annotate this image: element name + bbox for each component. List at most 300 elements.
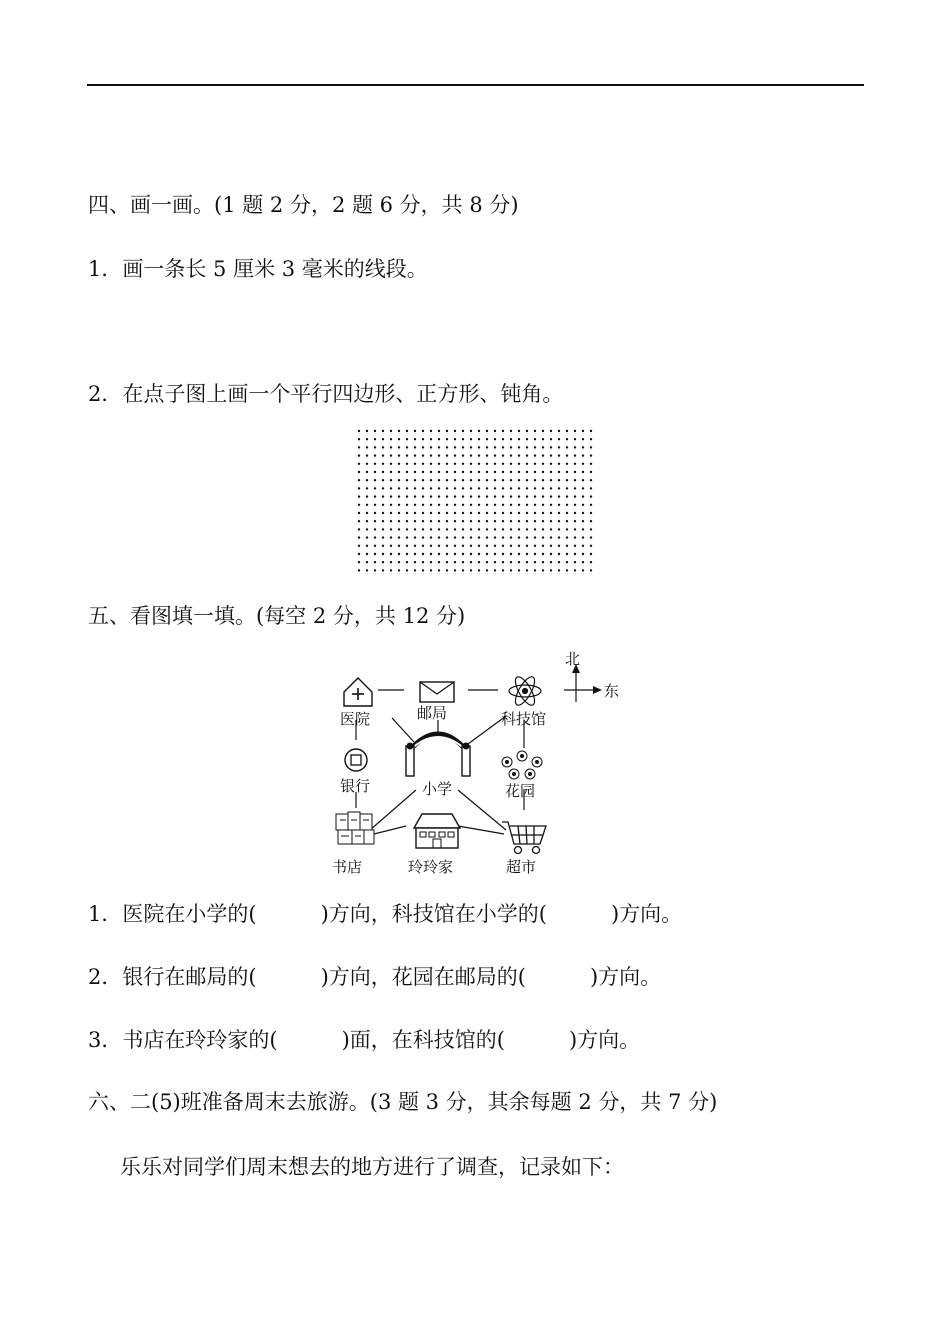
- grid-dot: [574, 454, 576, 456]
- grid-dot: [358, 545, 360, 547]
- grid-dot: [518, 463, 520, 465]
- grid-dot: [438, 536, 440, 538]
- grid-dot: [438, 561, 440, 563]
- grid-dot: [374, 545, 376, 547]
- grid-dot: [478, 561, 480, 563]
- grid-dot: [542, 512, 544, 514]
- school-gate-icon: [406, 734, 470, 776]
- grid-dot: [382, 446, 384, 448]
- grid-dot: [486, 553, 488, 555]
- grid-dot: [358, 471, 360, 473]
- grid-dot: [406, 479, 408, 481]
- grid-dot: [470, 504, 472, 506]
- grid-dot: [526, 454, 528, 456]
- grid-dot: [574, 479, 576, 481]
- grid-dot: [582, 553, 584, 555]
- grid-dot: [494, 438, 496, 440]
- grid-dot: [542, 479, 544, 481]
- grid-dot: [502, 430, 504, 432]
- grid-dot: [566, 528, 568, 530]
- grid-dot: [446, 454, 448, 456]
- grid-dot: [502, 463, 504, 465]
- shopping-cart-icon: [502, 822, 546, 854]
- grid-dot: [422, 430, 424, 432]
- grid-dot: [518, 536, 520, 538]
- grid-dot: [414, 569, 416, 571]
- grid-dot: [470, 512, 472, 514]
- grid-dot: [374, 504, 376, 506]
- grid-dot: [574, 512, 576, 514]
- grid-dot: [502, 569, 504, 571]
- grid-dot: [502, 446, 504, 448]
- grid-dot: [422, 463, 424, 465]
- grid-dot: [446, 561, 448, 563]
- grid-dot: [366, 430, 368, 432]
- grid-dot: [518, 495, 520, 497]
- grid-dot: [470, 463, 472, 465]
- grid-dot: [374, 495, 376, 497]
- grid-dot: [574, 495, 576, 497]
- grid-dot: [366, 520, 368, 522]
- grid-dot: [470, 438, 472, 440]
- grid-dot: [454, 454, 456, 456]
- grid-dot: [438, 430, 440, 432]
- grid-dot: [574, 463, 576, 465]
- grid-dot: [358, 430, 360, 432]
- grid-dot: [550, 495, 552, 497]
- grid-dot: [566, 504, 568, 506]
- grid-dot: [446, 553, 448, 555]
- grid-dot: [582, 471, 584, 473]
- grid-dot: [430, 446, 432, 448]
- grid-dot: [550, 528, 552, 530]
- grid-dot: [518, 487, 520, 489]
- grid-dot: [534, 504, 536, 506]
- grid-dot: [462, 495, 464, 497]
- grid-dot: [454, 561, 456, 563]
- grid-dot: [566, 536, 568, 538]
- grid-dot: [566, 430, 568, 432]
- grid-dot: [558, 512, 560, 514]
- grid-dot: [454, 430, 456, 432]
- grid-dot: [422, 487, 424, 489]
- grid-dot: [446, 487, 448, 489]
- grid-dot: [558, 504, 560, 506]
- grid-dot: [414, 512, 416, 514]
- grid-dot: [390, 553, 392, 555]
- grid-dot: [406, 536, 408, 538]
- grid-dot: [454, 463, 456, 465]
- grid-dot: [470, 430, 472, 432]
- grid-dot: [446, 430, 448, 432]
- grid-dot: [478, 512, 480, 514]
- grid-dot: [414, 487, 416, 489]
- grid-dot: [382, 553, 384, 555]
- grid-dot: [542, 504, 544, 506]
- grid-dot: [398, 553, 400, 555]
- grid-dot: [494, 479, 496, 481]
- grid-dot: [406, 438, 408, 440]
- grid-dot: [558, 561, 560, 563]
- grid-dot: [574, 487, 576, 489]
- grid-dot: [430, 495, 432, 497]
- grid-dot: [542, 569, 544, 571]
- grid-dot: [582, 504, 584, 506]
- grid-dot: [526, 446, 528, 448]
- grid-dot: [454, 495, 456, 497]
- grid-dot: [390, 487, 392, 489]
- grid-dot: [510, 471, 512, 473]
- grid-dot: [462, 479, 464, 481]
- section5-question-3: 3．书店在玲玲家的( )面，在科技馆的( )方向。: [88, 1028, 641, 1052]
- grid-dot: [550, 438, 552, 440]
- grid-dot: [470, 446, 472, 448]
- grid-dot: [590, 471, 592, 473]
- grid-dot: [502, 504, 504, 506]
- grid-dot: [478, 471, 480, 473]
- grid-dot: [462, 553, 464, 555]
- grid-dot: [462, 454, 464, 456]
- grid-dot: [542, 438, 544, 440]
- grid-dot: [406, 487, 408, 489]
- grid-dot: [526, 430, 528, 432]
- grid-dot: [526, 438, 528, 440]
- grid-dot: [582, 512, 584, 514]
- grid-dot: [494, 561, 496, 563]
- grid-dot: [590, 430, 592, 432]
- grid-dot: [510, 504, 512, 506]
- grid-dot: [374, 430, 376, 432]
- grid-dot: [446, 504, 448, 506]
- grid-dot: [398, 479, 400, 481]
- grid-dot: [414, 528, 416, 530]
- grid-dot: [414, 545, 416, 547]
- grid-dot: [398, 471, 400, 473]
- grid-dot: [446, 446, 448, 448]
- grid-dot: [438, 504, 440, 506]
- grid-dot: [590, 446, 592, 448]
- grid-dot: [414, 495, 416, 497]
- grid-dot: [422, 504, 424, 506]
- grid-dot: [470, 454, 472, 456]
- grid-dot: [358, 463, 360, 465]
- grid-dot: [422, 495, 424, 497]
- grid-dot: [518, 545, 520, 547]
- grid-dot: [542, 495, 544, 497]
- grid-dot: [478, 463, 480, 465]
- grid-dot: [366, 536, 368, 538]
- grid-dot: [390, 471, 392, 473]
- grid-dot: [454, 545, 456, 547]
- grid-dot: [510, 569, 512, 571]
- grid-dot: [382, 504, 384, 506]
- grid-dot: [406, 471, 408, 473]
- grid-dot: [510, 454, 512, 456]
- grid-dot: [526, 553, 528, 555]
- grid-dot: [510, 446, 512, 448]
- grid-dot: [438, 471, 440, 473]
- coin-icon: [345, 749, 367, 771]
- grid-dot: [454, 569, 456, 571]
- grid-dot: [550, 463, 552, 465]
- grid-dot: [366, 463, 368, 465]
- grid-dot: [374, 553, 376, 555]
- grid-dot: [406, 528, 408, 530]
- grid-dot: [478, 536, 480, 538]
- grid-dot: [438, 512, 440, 514]
- grid-dot: [542, 561, 544, 563]
- grid-dot: [430, 545, 432, 547]
- grid-dot: [478, 454, 480, 456]
- grid-dot: [590, 495, 592, 497]
- grid-dot: [566, 495, 568, 497]
- grid-dot: [494, 471, 496, 473]
- grid-dot: [414, 504, 416, 506]
- grid-dot: [590, 536, 592, 538]
- grid-dot: [366, 528, 368, 530]
- grid-dot: [390, 569, 392, 571]
- grid-dot: [478, 495, 480, 497]
- grid-dot: [430, 553, 432, 555]
- grid-dot: [534, 528, 536, 530]
- grid-dot: [566, 438, 568, 440]
- grid-dot: [518, 561, 520, 563]
- grid-dot: [390, 520, 392, 522]
- grid-dot: [430, 504, 432, 506]
- grid-dot: [438, 569, 440, 571]
- grid-dot: [590, 569, 592, 571]
- grid-dot: [486, 536, 488, 538]
- grid-dot: [510, 479, 512, 481]
- grid-dot: [390, 446, 392, 448]
- grid-dot: [406, 463, 408, 465]
- grid-dot: [478, 479, 480, 481]
- grid-dot: [486, 528, 488, 530]
- grid-dot: [486, 512, 488, 514]
- grid-dot: [366, 569, 368, 571]
- grid-dot: [550, 520, 552, 522]
- grid-dot: [430, 569, 432, 571]
- grid-dot: [382, 569, 384, 571]
- grid-dot: [494, 487, 496, 489]
- grid-dot: [486, 569, 488, 571]
- grid-dot: [438, 446, 440, 448]
- grid-dot: [550, 487, 552, 489]
- grid-dot: [462, 487, 464, 489]
- grid-dot: [566, 454, 568, 456]
- grid-dot: [382, 438, 384, 440]
- grid-dot: [502, 520, 504, 522]
- grid-dot: [494, 528, 496, 530]
- grid-dot: [510, 512, 512, 514]
- grid-dot: [414, 561, 416, 563]
- flowers-icon: [502, 751, 542, 779]
- grid-dot: [382, 545, 384, 547]
- grid-dot: [422, 553, 424, 555]
- grid-dot: [542, 528, 544, 530]
- grid-dot: [534, 471, 536, 473]
- grid-dot: [526, 471, 528, 473]
- envelope-icon: [420, 682, 454, 702]
- grid-dot: [550, 430, 552, 432]
- grid-dot: [542, 520, 544, 522]
- grid-dot: [382, 430, 384, 432]
- grid-dot: [470, 528, 472, 530]
- grid-dot: [390, 463, 392, 465]
- grid-dot: [374, 536, 376, 538]
- grid-dot: [438, 454, 440, 456]
- grid-dot: [518, 504, 520, 506]
- grid-dot: [374, 528, 376, 530]
- grid-dot: [430, 487, 432, 489]
- grid-dot: [430, 454, 432, 456]
- grid-dot: [550, 536, 552, 538]
- grid-dot: [590, 528, 592, 530]
- grid-dot: [446, 479, 448, 481]
- grid-dot: [406, 454, 408, 456]
- grid-dot: [558, 536, 560, 538]
- grid-dot: [398, 536, 400, 538]
- grid-dot: [486, 438, 488, 440]
- grid-dot: [550, 512, 552, 514]
- grid-dot: [486, 487, 488, 489]
- hospital-label: 医院: [340, 710, 371, 728]
- grid-dot: [382, 495, 384, 497]
- grid-dot: [406, 512, 408, 514]
- grid-dot: [454, 471, 456, 473]
- grid-dot: [534, 495, 536, 497]
- grid-dot: [414, 520, 416, 522]
- grid-dot: [526, 545, 528, 547]
- dot-grid[interactable]: [354, 426, 594, 576]
- grid-dot: [542, 463, 544, 465]
- grid-dot: [486, 454, 488, 456]
- grid-dot: [414, 463, 416, 465]
- grid-dot: [358, 479, 360, 481]
- grid-dot: [502, 438, 504, 440]
- grid-dot: [382, 479, 384, 481]
- grid-dot: [438, 495, 440, 497]
- grid-dot: [582, 463, 584, 465]
- grid-dot: [502, 545, 504, 547]
- grid-dot: [526, 520, 528, 522]
- grid-dot: [406, 430, 408, 432]
- grid-dot: [574, 438, 576, 440]
- grid-dot: [382, 536, 384, 538]
- grid-dot: [566, 479, 568, 481]
- grid-dot: [558, 569, 560, 571]
- grid-dot: [590, 463, 592, 465]
- grid-dot: [358, 512, 360, 514]
- grid-dot: [526, 487, 528, 489]
- grid-dot: [430, 430, 432, 432]
- grid-dot: [590, 454, 592, 456]
- grid-dot: [390, 430, 392, 432]
- grid-dot: [502, 536, 504, 538]
- grid-dot: [558, 438, 560, 440]
- section5-question-2: 2．银行在邮局的( )方向，花园在邮局的( )方向。: [88, 965, 662, 989]
- grid-dot: [494, 569, 496, 571]
- grid-dot: [454, 479, 456, 481]
- grid-dot: [582, 561, 584, 563]
- grid-dot: [486, 479, 488, 481]
- grid-dot: [566, 512, 568, 514]
- grid-dot: [358, 569, 360, 571]
- grid-dot: [502, 553, 504, 555]
- grid-dot: [446, 438, 448, 440]
- grid-dot: [518, 569, 520, 571]
- grid-dot: [382, 520, 384, 522]
- grid-dot: [446, 471, 448, 473]
- grid-dot: [454, 446, 456, 448]
- grid-dot: [478, 528, 480, 530]
- grid-dot: [374, 463, 376, 465]
- grid-dot: [502, 479, 504, 481]
- grid-dot: [430, 536, 432, 538]
- section6-heading: 六、二(5)班准备周末去旅游。(3 题 3 分，其余每题 2 分，共 7 分): [88, 1090, 718, 1114]
- grid-dot: [374, 520, 376, 522]
- grid-dot: [494, 504, 496, 506]
- grid-dot: [374, 561, 376, 563]
- grid-dot: [374, 454, 376, 456]
- grid-dot: [390, 512, 392, 514]
- grid-dot: [382, 512, 384, 514]
- grid-dot: [470, 479, 472, 481]
- grid-dot: [566, 561, 568, 563]
- grid-dot: [494, 520, 496, 522]
- grid-dot: [510, 520, 512, 522]
- grid-dot: [590, 520, 592, 522]
- grid-dot: [422, 536, 424, 538]
- grid-dot: [398, 528, 400, 530]
- grid-dot: [462, 446, 464, 448]
- grid-dot: [398, 430, 400, 432]
- grid-dot: [590, 487, 592, 489]
- grid-dot: [470, 536, 472, 538]
- grid-dot: [550, 454, 552, 456]
- grid-dot: [550, 545, 552, 547]
- grid-dot: [526, 463, 528, 465]
- grid-dot: [510, 536, 512, 538]
- grid-dot: [358, 454, 360, 456]
- grid-dot: [358, 495, 360, 497]
- grid-dot: [510, 463, 512, 465]
- grid-dot: [366, 504, 368, 506]
- grid-dot: [366, 471, 368, 473]
- grid-dot: [382, 454, 384, 456]
- grid-dot: [582, 430, 584, 432]
- grid-dot: [566, 545, 568, 547]
- grid-dot: [574, 520, 576, 522]
- grid-dot: [582, 520, 584, 522]
- grid-dot: [390, 438, 392, 440]
- grid-dot: [374, 438, 376, 440]
- grid-dot: [422, 471, 424, 473]
- grid-dot: [590, 545, 592, 547]
- grid-dot: [590, 561, 592, 563]
- grid-dot: [374, 446, 376, 448]
- grid-dot: [502, 495, 504, 497]
- grid-dot: [582, 487, 584, 489]
- grid-dot: [574, 545, 576, 547]
- grid-dot: [358, 504, 360, 506]
- post-office-label: 邮局: [417, 704, 448, 722]
- grid-dot: [518, 479, 520, 481]
- grid-dot: [526, 479, 528, 481]
- section5-question-1: 1．医院在小学的( )方向，科技馆在小学的( )方向。: [88, 902, 683, 926]
- grid-dot: [374, 487, 376, 489]
- grid-dot: [390, 545, 392, 547]
